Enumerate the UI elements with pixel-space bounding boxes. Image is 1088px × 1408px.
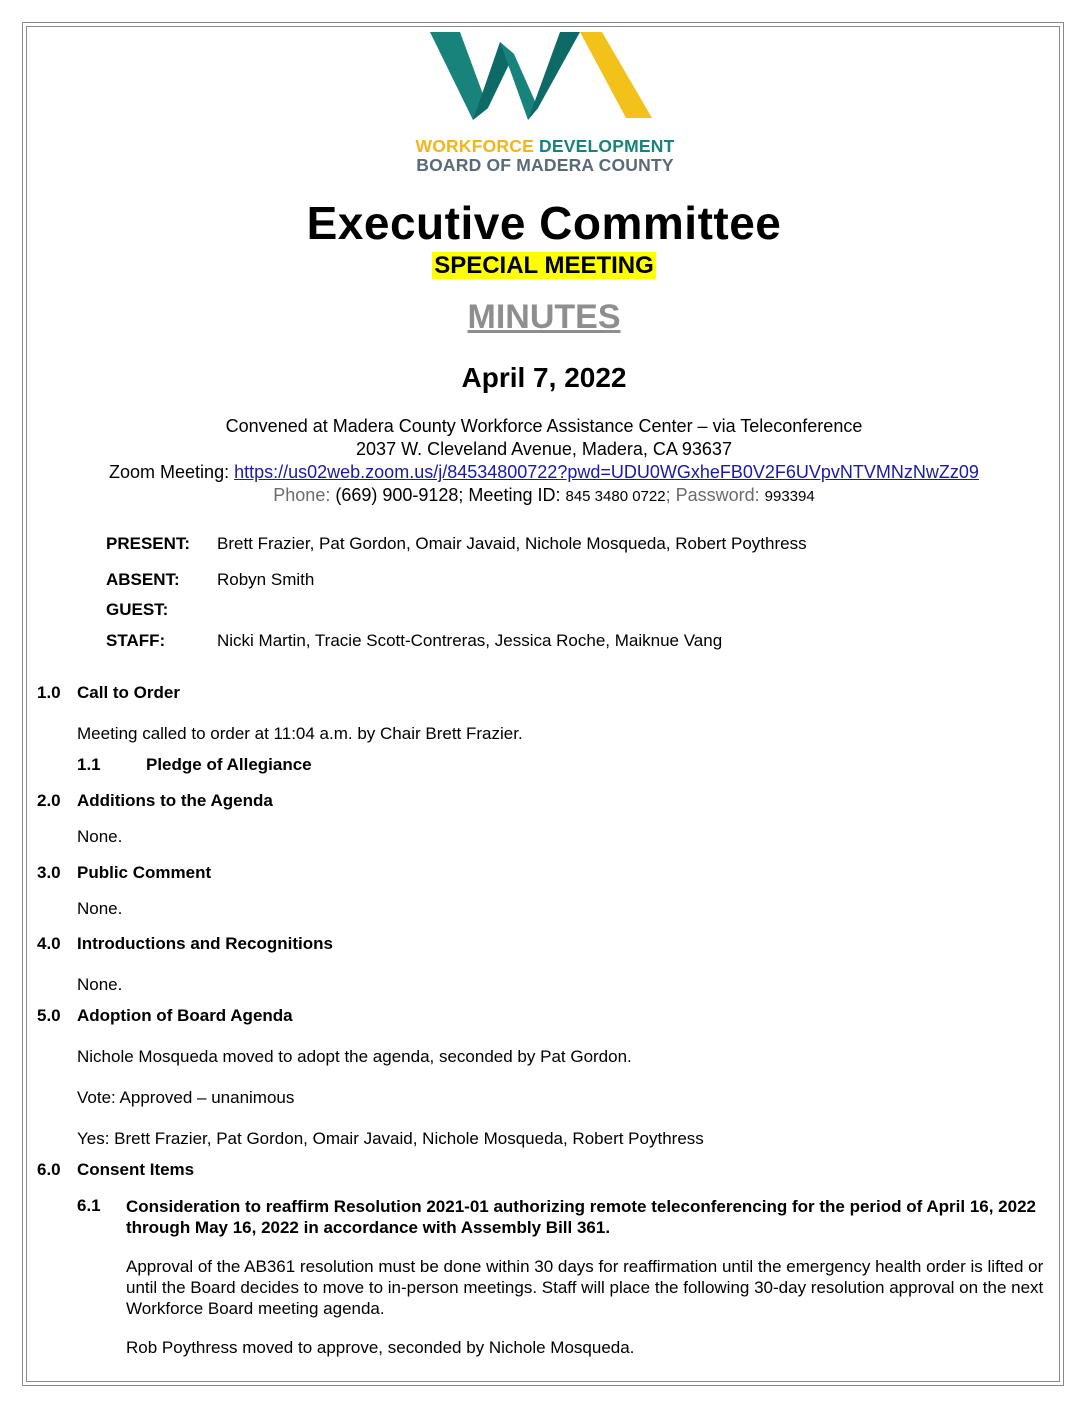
section-title-call-to-order: Call to Order: [77, 683, 180, 702]
consent-item-motion: Rob Poythress moved to approve, seconded by Nichole Mosqueda.: [126, 1338, 635, 1357]
section-title-additions: Additions to the Agenda: [77, 791, 273, 810]
section-number: 6.0: [37, 1160, 61, 1179]
password-label: ; Password:: [665, 485, 765, 505]
logo-text-line-1: WORKFORCE DEVELOPMENT: [415, 136, 675, 156]
section-number: 5.0: [37, 1006, 61, 1025]
special-meeting-label: SPECIAL MEETING: [434, 252, 654, 279]
absent-list: Robyn Smith: [217, 570, 315, 589]
zoom-label: Zoom Meeting:: [109, 462, 235, 482]
adoption-vote-text: Vote: Approved – unanimous: [77, 1088, 295, 1107]
section-title-introductions: Introductions and Recognitions: [77, 934, 333, 953]
guest-label: GUEST:: [106, 600, 169, 619]
zoom-meeting-link[interactable]: https://us02web.zoom.us/j/84534800722?pwd=UDU0WGxheFB0V2F6UVpvNTVMNzNwZz09: [234, 462, 979, 482]
consent-item-body: Approval of the AB361 resolution must be done within 30 days for reaffirmation until the emergency health order is lifted or until the Board decides to move to in-person meetings. Staff will place the following 30-day resolution approval on the next Workforce Board meeting agenda.: [126, 1257, 1044, 1318]
page-title: Executive Committee: [306, 197, 782, 249]
present-label: PRESENT:: [106, 534, 191, 553]
location-address: 2037 W. Cleveland Avenue, Madera, CA 93637: [356, 439, 732, 459]
logo-text-line-2: BOARD OF MADERA COUNTY: [416, 155, 674, 175]
section-number: 3.0: [37, 863, 61, 882]
subtitle-wrap: [0, 252, 1088, 280]
additions-text: None.: [77, 827, 123, 846]
call-to-order-text: Meeting called to order at 11:04 a.m. by Chair Brett Frazier.: [77, 724, 523, 743]
meeting-id: 845 3480 0722: [565, 488, 666, 505]
section-number: 2.0: [37, 791, 61, 810]
section-number: 4.0: [37, 934, 61, 953]
subsection-number: 1.1: [77, 755, 101, 774]
zoom-meeting-line: [0, 462, 1088, 483]
meeting-date: April 7, 2022: [461, 362, 627, 393]
phone-line: [0, 485, 1088, 506]
phone-number: (669) 900-9128; Meeting ID:: [335, 485, 566, 505]
present-list: Brett Frazier, Pat Gordon, Omair Javaid, Nichole Mosqueda, Robert Poythress: [217, 534, 807, 553]
wdb-logo-mark-icon: [430, 32, 660, 124]
section-title-consent-items: Consent Items: [77, 1160, 195, 1179]
staff-label: STAFF:: [106, 631, 166, 650]
staff-list: Nicki Martin, Tracie Scott-Contreras, Jessica Roche, Maiknue Vang: [217, 631, 723, 650]
adoption-motion-text: Nichole Mosqueda moved to adopt the agenda, seconded by Pat Gordon.: [77, 1047, 632, 1066]
phone-label: Phone:: [273, 485, 336, 505]
section-number: 1.0: [37, 683, 61, 702]
subsection-title-pledge: Pledge of Allegiance: [146, 755, 312, 774]
organization-logo: [400, 30, 690, 180]
section-title-adoption: Adoption of Board Agenda: [77, 1006, 293, 1025]
meeting-password: 993394: [764, 488, 815, 505]
location-line-1: Convened at Madera County Workforce Assistance Center – via Teleconference: [225, 416, 863, 436]
document-type: MINUTES: [467, 298, 621, 336]
section-title-public-comment: Public Comment: [77, 863, 212, 882]
absent-label: ABSENT:: [106, 570, 180, 589]
consent-item-title: Consideration to reaffirm Resolution 2021-01 authorizing remote teleconferencing for the period of April 16, 2022 through May 16, 2022 in accordance with Assembly Bill 361.: [126, 1197, 1036, 1237]
adoption-yes-votes: Yes: Brett Frazier, Pat Gordon, Omair Javaid, Nichole Mosqueda, Robert Poythress: [77, 1129, 704, 1148]
consent-item-number: 6.1: [77, 1196, 101, 1215]
public-comment-text: None.: [77, 899, 123, 918]
introductions-text: None.: [77, 975, 123, 994]
